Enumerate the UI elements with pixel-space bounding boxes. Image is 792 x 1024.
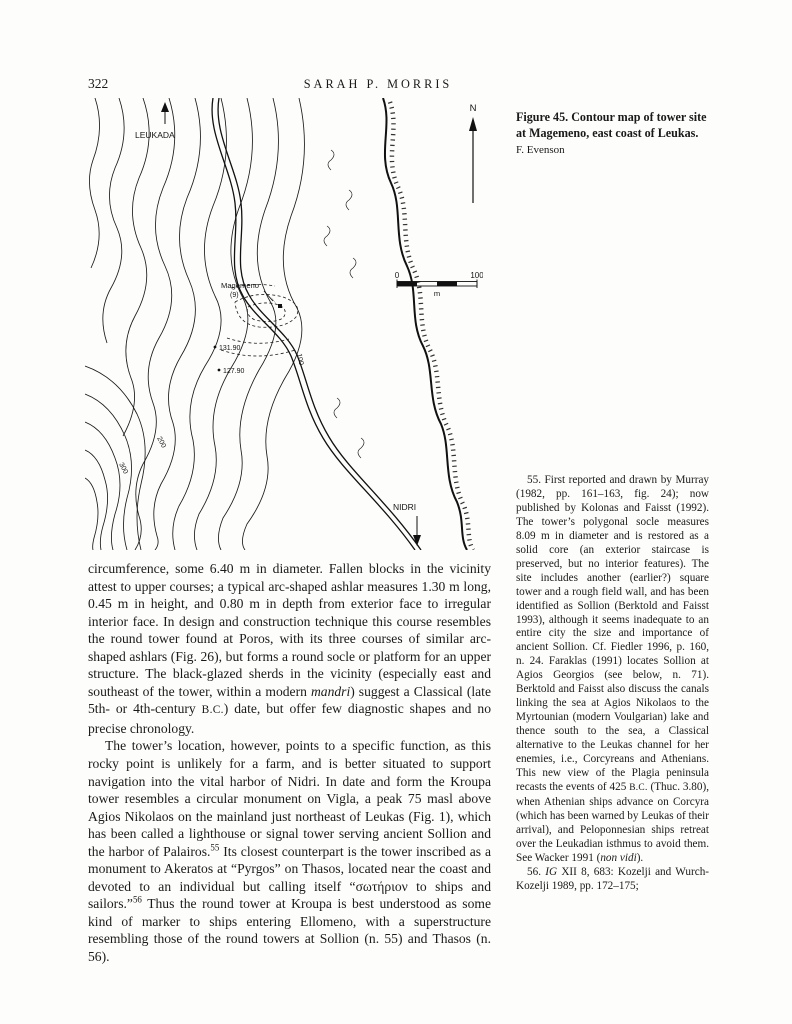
label-magemeno: Magemeno	[221, 281, 259, 290]
label-magemeno-number: (9)	[230, 292, 239, 299]
contour-map-svg	[85, 98, 483, 550]
elevation-point-upper	[214, 346, 217, 349]
contour-lines	[85, 98, 304, 550]
italic-non-vidi: non vidi	[600, 851, 637, 864]
footnote-55	[516, 474, 709, 866]
text-segment: (Thuc. 3.80), when Athenian ships advance on Corcyra (which has been warned by Leukas of their arrival), and Peloponnesian ships retreat over the Leukadian isthmus to avoid them. See Wacker 1991 (	[516, 780, 709, 864]
italic-ig: IG	[545, 865, 558, 878]
footnotes-column	[516, 474, 709, 894]
figure-credit: F. Evenson	[516, 144, 565, 157]
text-segment: ) date, but offer few diagnostic shapes and no precise chronology.	[88, 701, 491, 736]
footnote-ref-55: 55	[210, 842, 220, 853]
shore-scrub-symbols	[324, 150, 364, 458]
smallcaps-bc: B.C.	[629, 782, 648, 793]
italic-term-mandri: mandri	[310, 683, 351, 699]
label-elevation-upper: 131.90	[219, 345, 241, 352]
leukada-arrow	[161, 102, 169, 124]
body-paragraph-2	[88, 737, 491, 965]
text-segment: Its closest counterpart is the tower inscribed as a monument to Akeratos at “Pyrgos” on Thasos, located near the coast and devoted to an individual but calling itself “σωτήριον to ships and sailors.”	[88, 843, 491, 912]
footnote-56	[516, 866, 709, 894]
figure-45-contour-map	[85, 98, 483, 550]
scale-bar	[395, 271, 483, 298]
label-contour-300: 300	[117, 461, 129, 476]
scale-hundred-label: 100	[470, 271, 483, 280]
label-contour-100: 100	[295, 352, 305, 366]
label-contour-200: 200	[155, 435, 167, 450]
smallcaps-bc: B.C.	[201, 704, 224, 717]
body-text-column	[88, 560, 491, 966]
elevation-point-lower	[218, 369, 221, 372]
label-leukada: LEUKADA	[135, 130, 175, 140]
scale-unit-label: m	[433, 289, 441, 298]
label-north: N	[469, 103, 477, 114]
coastline	[383, 98, 473, 550]
scale-zero-label: 0	[394, 271, 400, 280]
text-segment: 55. First reported and drawn by Murray (1982, pp. 161–163, fig. 24); now published by Kolonas and Faisst (1992). The tower’s polygonal socle measures 8.09 m in diameter and is restored as a solid core (an exterior staircase is preserved, but no interior features). The site includes another (earlier?) square tower and a rough field wall, and has been identified as Sollion (Berktold and Faisst 1993), although it seems inadequate to an entire city the size and importance of ancient Sollion. Cf. Fiedler 1996, p. 160, n. 24. Faraklas (1991) locates Sollion at Agios Georgios (see below, n. 71). Berktold and Faisst also discuss the canals linking the sea at Agios Nikolaos to the Myrtounian (modern Voulgarian) lake and thence south to the sea, a Classical alternative to the Leukas channel for her enemies, i.e., Corcyreans and Athenians. This new view of the Plagia peninsula recasts the events of 425	[516, 474, 709, 793]
text-segment: 56.	[527, 865, 546, 878]
text-segment: circumference, some 6.40 m in diameter. Fallen blocks in the vicinity attest to upper courses; a typical arc-shaped ashlar measures 1.30 m long, 0.45 m in height, and 0.80 m in depth from exterior face to irregular interior face. In design and construction technique this course resembles the round tower found at Poros, with its three courses of similar arc-shaped ashlars (Fig. 26), but forms a round socle or platform for an upper structure. The black-glazed sherds in the vicinity (especially east and southeast of the tower, within a modern	[88, 561, 491, 699]
text-segment: Thus the round tower at Kroupa is best understood as some kind of marker to ships entering Ellomeno, with a superstructure resembling those of the round towers at Sollion (n. 55) and Thasos (n. 56).	[88, 896, 491, 965]
footnote-ref-56: 56	[132, 894, 142, 905]
body-paragraph-1	[88, 560, 491, 737]
text-segment: ) suggest a Classical (late 5th- or 4th-century	[88, 683, 491, 717]
text-segment: ).	[636, 851, 644, 864]
text-segment: The tower’s location, however, points to a specific function, as this rocky point is unlikely for a farm, and is better situated to support navigation into the vital harbor of Nidri. In date and form the Kroupa tower resembles a circular monument on Vigla, a peak 75 masl above Agios Nikolaos on the mainland just northeast of Leukas (Fig. 1), which has been called a lighthouse or signal tower serving ancient Sollion and the harbor of Palairos.	[88, 738, 491, 859]
label-elevation-lower: 127.90	[223, 368, 245, 375]
figure-caption-text: Figure 45. Contour map of tower site at Magemeno, east coast of Leukas.	[516, 110, 707, 140]
running-head: SARAH P. MORRIS	[303, 77, 453, 91]
figure-caption	[516, 110, 716, 157]
north-arrow	[469, 103, 477, 203]
tower-site-marker	[278, 304, 282, 308]
page-number: 322	[88, 76, 109, 91]
coastal-road	[212, 98, 421, 550]
text-segment: XII 8, 683: Kozelji and Wurch-Kozelji 1989, pp. 172–175;	[516, 865, 710, 892]
label-nidri: NIDRI	[393, 502, 417, 512]
